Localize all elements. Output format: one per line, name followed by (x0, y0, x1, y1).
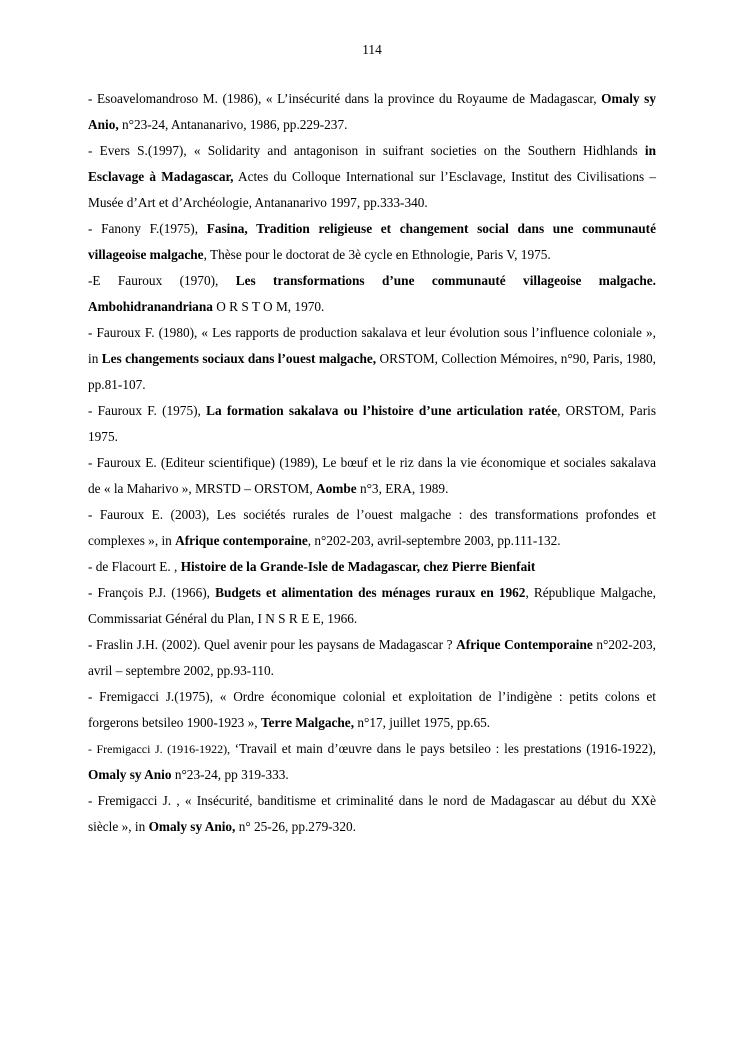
entry-text: - Fauroux E. (2003), Les sociétés rurales de l’ouest malgache : des transformations profondes et complexes », in (88, 507, 656, 548)
bibliography-list (88, 86, 656, 840)
entry-text: - Fremigacci J. (1916-1922), (88, 742, 235, 756)
bibliography-entry (88, 684, 656, 736)
entry-title: Omaly sy Anio, (148, 819, 236, 834)
entry-text: - Fremigacci J.(1975), « Ordre économique colonial et exploitation de l’indigène : petits colons et forgerons betsileo 1900-1923 », (88, 689, 656, 730)
bibliography-entry (88, 216, 656, 268)
entry-text: - Esoavelomandroso M. (1986), « L’insécurité dans la province du Royaume de Madagascar, (88, 91, 602, 106)
entry-text: , n°202-203, avril-septembre 2003, pp.111-132. (307, 533, 561, 548)
bibliography-entry (88, 502, 656, 554)
entry-title: Afrique Contemporaine (456, 637, 593, 652)
entry-title: Aombe (316, 481, 357, 496)
entry-title: La formation sakalava ou l’histoire d’une articulation ratée (206, 403, 558, 418)
entry-text: , ORSTOM, Paris 1975. (88, 403, 656, 444)
entry-text: - Fauroux F. (1980), « Les rapports de production sakalava et leur évolution sous l’influence coloniale », in (88, 325, 656, 366)
entry-text: , Thèse pour le doctorat de 3è cycle en Ethnologie, Paris V, 1975. (203, 247, 551, 262)
entry-text: - Fraslin J.H. (2002). Quel avenir pour les paysans de Madagascar ? (88, 637, 457, 652)
entry-text: n°23-24, pp 319-333. (171, 767, 289, 782)
entry-text: , République Malgache, Commissariat Général du Plan, I N S R E E, 1966. (88, 585, 656, 626)
entry-text: - de Flacourt E. , (88, 559, 181, 574)
bibliography-entry (88, 320, 656, 398)
entry-text: - Evers S.(1997), « Solidarity and antagonison in suifrant societies on the Southern Hidhlands (88, 143, 645, 158)
entry-title: Histoire de la Grande-Isle de Madagascar, chez Pierre Bienfait (180, 559, 536, 574)
entry-text: ORSTOM, Collection Mémoires, n°90, Paris, 1980, pp.81-107. (88, 351, 656, 392)
entry-title: Omaly sy Anio, (88, 91, 656, 132)
entry-title: Afrique contemporaine (175, 533, 308, 548)
entry-title: in Esclavage à Madagascar, (88, 143, 656, 184)
entry-text: n° 25-26, pp.279-320. (235, 819, 356, 834)
bibliography-entry (88, 632, 656, 684)
bibliography-entry (88, 580, 656, 632)
entry-title: Terre Malgache, (260, 715, 355, 730)
bibliography-entry (88, 86, 656, 138)
entry-text: -E Fauroux (1970), (88, 273, 236, 288)
entry-text: Actes du Colloque International sur l’Esclavage, Institut des Civilisations – Musée d’Art et d’Archéologie, Antananarivo 1997, pp.333-340. (88, 169, 657, 210)
entry-text: - Fauroux F. (1975), (88, 403, 207, 418)
entry-text: O R S T O M, 1970. (212, 299, 325, 314)
page-number: 114 (362, 42, 382, 57)
entry-title: Fasina, Tradition religieuse et changement social dans une communauté villageoise malgache (88, 221, 656, 262)
entry-title: Les transformations d’une communauté villageoise malgache. Ambohidranandriana (88, 273, 656, 314)
bibliography-entry (88, 450, 656, 502)
entry-text: n°202-203, avril – septembre 2002, pp.93-110. (88, 637, 657, 678)
bibliography-entry (88, 788, 656, 840)
entry-text: n°3, ERA, 1989. (356, 481, 449, 496)
bibliography-entry (88, 268, 656, 320)
entry-text: - François P.J. (1966), (88, 585, 216, 600)
entry-text: - Fauroux E. (Editeur scientifique) (1989), Le bœuf et le riz dans la vie économique et sociales sakalava de « la Maharivo », MRSTD – ORSTOM, (88, 455, 656, 496)
bibliography-entry (88, 736, 656, 788)
bibliography-entry (88, 398, 656, 450)
entry-text: n°23-24, Antananarivo, 1986, pp.229-237. (118, 117, 348, 132)
entry-title: Les changements sociaux dans l’ouest malgache, (101, 351, 377, 366)
entry-text: - Fremigacci J. , « Insécurité, banditisme et criminalité dans le nord de Madagascar au début du XXè siècle », in (88, 793, 656, 834)
bibliography-entry (88, 138, 656, 216)
entry-text: - Fanony F.(1975), (88, 221, 207, 236)
entry-title: Budgets et alimentation des ménages ruraux en 1962 (215, 585, 526, 600)
bibliography-entry (88, 554, 656, 580)
entry-title: Omaly sy Anio (88, 767, 172, 782)
entry-text: n°17, juillet 1975, pp.65. (354, 715, 491, 730)
entry-text: ‘Travail et main d’œuvre dans le pays betsileo : les prestations (1916-1922), (234, 741, 656, 756)
